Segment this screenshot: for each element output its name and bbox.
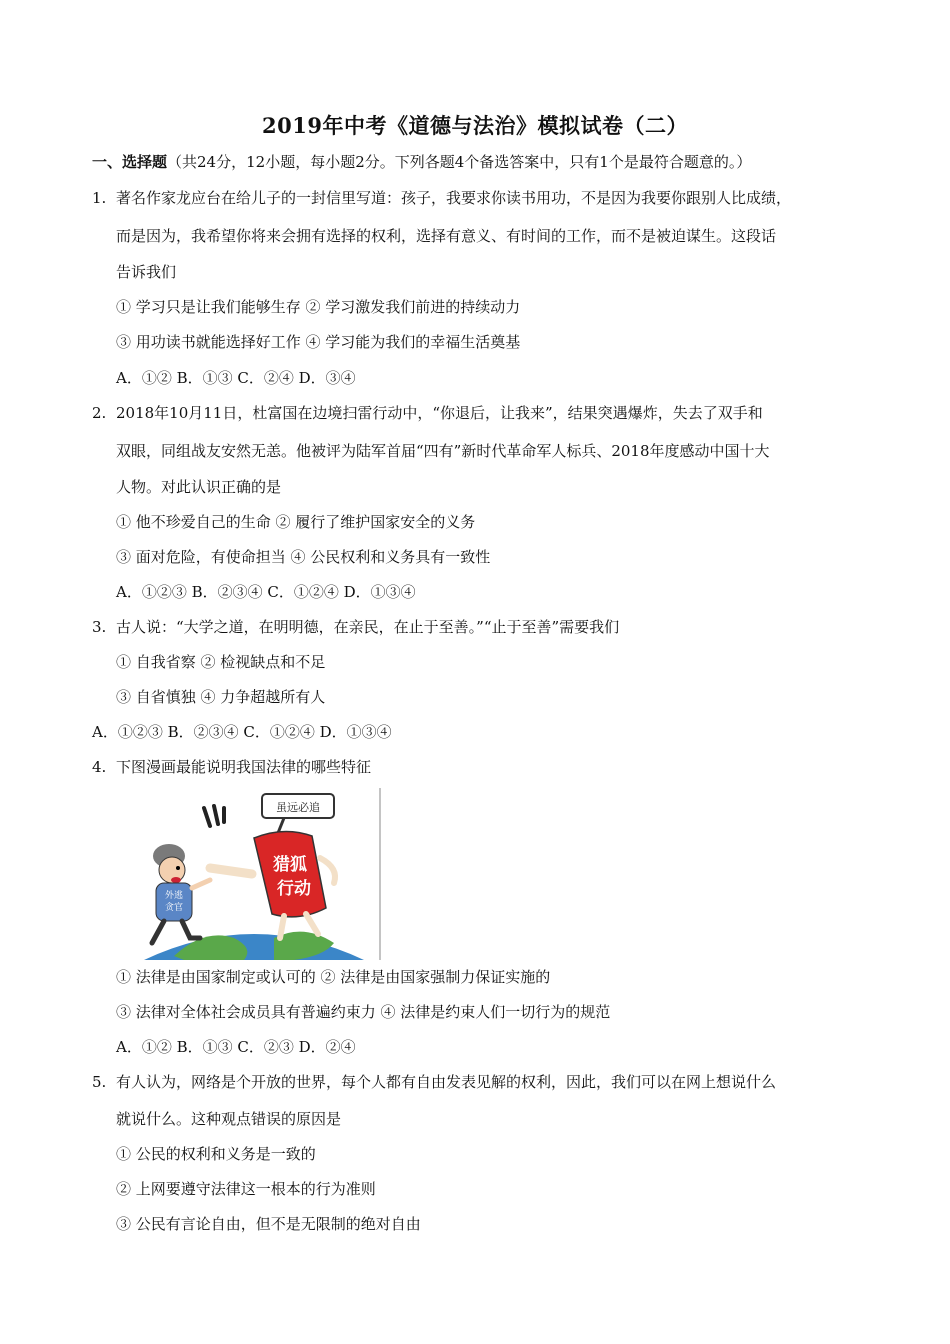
question-1-answers: A．①② B．①③ C．②④ D．③④	[116, 369, 356, 387]
question-5-option-row-3: ③ 公民有言论自由，但不是无限制的绝对自由	[116, 1215, 421, 1233]
page-title: 2019年中考《道德与法治》模拟试卷（二）	[262, 113, 688, 138]
cartoon-image	[134, 788, 382, 960]
question-number: 5.	[92, 1073, 107, 1091]
question-2-line-3: 人物。对此认识正确的是	[116, 478, 282, 496]
question-text: 有人认为，网络是个开放的世界，每个人都有自由发表见解的权利，因此，我们可以在网上想说什么	[116, 1073, 777, 1091]
scroll-text-1: 猎狐	[273, 855, 307, 875]
exclamation-icon	[204, 806, 224, 826]
question-5-option-row-2: ② 上网要遵守法律这一根本的行为准则	[116, 1180, 376, 1198]
section-heading: 一、选择题	[92, 153, 168, 171]
question-text: 2018年10月11日，杜富国在边境扫雷行动中，“你退后，让我来”，结果突遇爆炸，失去了双手和	[116, 404, 763, 422]
red-scroll-figure	[254, 831, 335, 938]
question-4-answers: A．①② B．①③ C．②③ D．②④	[116, 1038, 356, 1056]
question-number: 4.	[92, 758, 107, 776]
question-text: 下图漫画最能说明我国法律的哪些特征	[116, 758, 372, 776]
sign-text: 虽远必追	[276, 801, 320, 814]
question-5-line-1	[92, 1072, 776, 1092]
question-1-option-row-2: ③ 用功读书就能选择好工作 ④ 学习能为我们的幸福生活奠基	[116, 333, 521, 351]
question-5-line-2: 就说什么。这种观点错误的原因是	[116, 1110, 342, 1128]
question-5-option-row-1: ① 公民的权利和义务是一致的	[116, 1145, 316, 1163]
question-1-option-row-1: ① 学习只是让我们能够生存 ② 学习激发我们前进的持续动力	[116, 298, 521, 316]
question-2-option-row-2: ③ 面对危险，有使命担当 ④ 公民权利和义务具有一致性	[116, 548, 491, 566]
shirt-text-1: 外逃	[164, 891, 184, 901]
question-2-answers: A．①②③ B．②③④ C．①②④ D．①③④	[116, 583, 416, 601]
question-3-option-row-1: ① 自我省察 ② 检视缺点和不足	[116, 653, 326, 671]
question-text: 著名作家龙应台在给儿子的一封信里写道：孩子，我要求你读书用功，不是因为我要你跟别人比成绩，	[116, 189, 792, 207]
question-number: 1.	[92, 189, 107, 207]
section-note: （共24分，12小题，每小题2分。下列各题4个备选答案中，只有1个是最符合题意的。）	[167, 153, 752, 171]
sign	[262, 794, 334, 838]
fleeing-official-figure	[152, 844, 210, 943]
question-3-line-1	[92, 617, 619, 637]
question-1-line-1	[92, 188, 791, 208]
question-2-line-2: 双眼，同组战友安然无恙。他被评为陆军首届“四有”新时代革命军人标兵、2018年度感动中国十大	[116, 442, 770, 460]
question-text: 古人说：“大学之道，在明明德，在亲民，在止于至善。”“止于至善”需要我们	[116, 618, 620, 636]
question-4-option-row-2: ③ 法律对全体社会成员具有普遍约束力 ④ 法律是约束人们一切行为的规范	[116, 1003, 611, 1021]
question-2-option-row-1: ① 他不珍爱自己的生命 ② 履行了维护国家安全的义务	[116, 513, 476, 531]
section-header	[92, 152, 751, 172]
question-4-option-row-1: ① 法律是由国家制定或认可的 ② 法律是由国家强制力保证实施的	[116, 968, 551, 986]
question-1-line-3: 告诉我们	[116, 263, 177, 281]
question-2-line-1	[92, 403, 763, 423]
question-number: 2.	[92, 404, 107, 422]
question-number: 3.	[92, 618, 107, 636]
shirt-text-2: 贪官	[164, 903, 184, 913]
scroll-text-2: 行动	[277, 879, 311, 899]
question-1-line-2: 而是因为，我希望你将来会拥有选择的权利，选择有意义、有时间的工作，而不是被迫谋生。这段话	[116, 227, 777, 245]
question-3-answers: A．①②③ B．②③④ C．①②④ D．①③④	[92, 723, 392, 741]
question-4-line-1	[92, 757, 371, 777]
question-3-option-row-2: ③ 自省慎独 ④ 力争超越所有人	[116, 688, 326, 706]
